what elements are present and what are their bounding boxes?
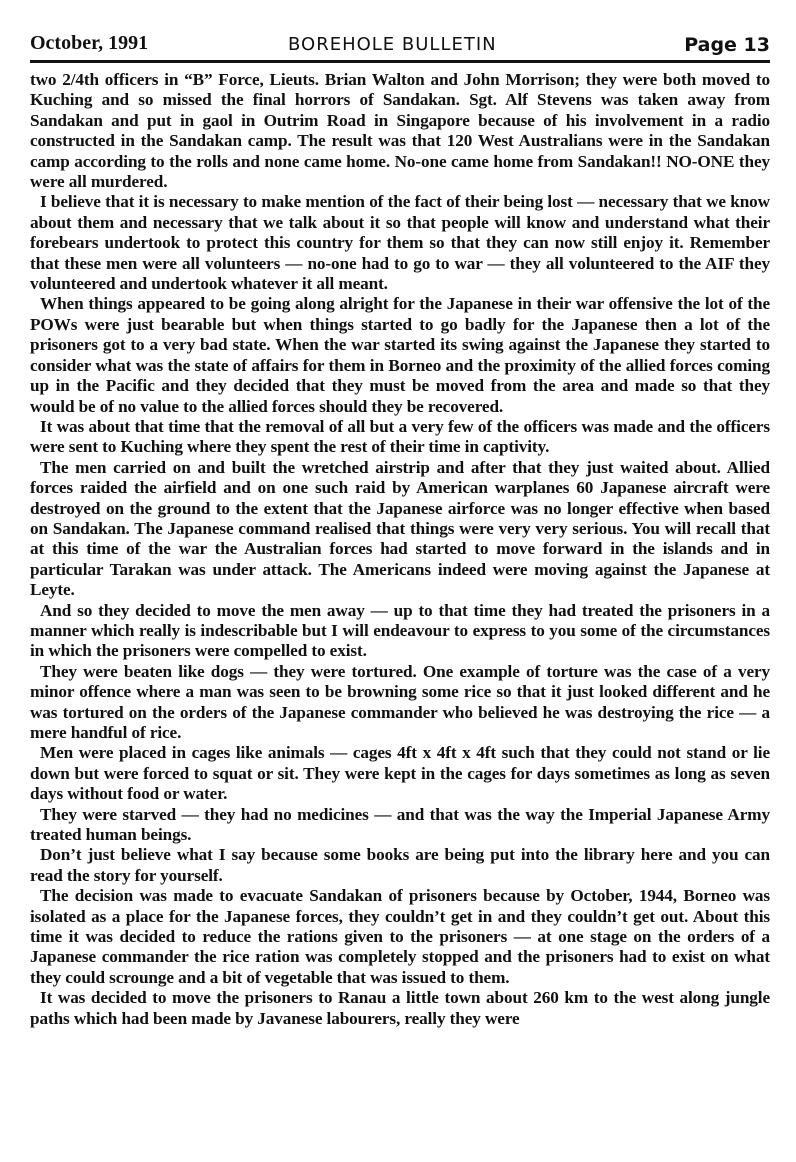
page-number: Page 13 [684, 34, 770, 56]
newsletter-title: BOREHOLE BULLETIN [288, 34, 497, 55]
paragraph: Men were placed in cages like animals — cages 4ft x 4ft x 4ft such that they could not stand or lie down but were forced to squat or sit. They were kept in the cages for days sometimes as long as seven days without food or water. [30, 743, 770, 804]
paragraph: When things appeared to be going along alright for the Japanese in their war offensive the lot of the POWs were just bearable but when things started to go badly for the Japanese then a lot of the prisoners got to a very bad state. When the war started its swing against the Japanese they started to consider what was the state of affairs for them in Borneo and the proximity of the allied forces coming up in the Pacific and they decided that they must be moved from the area and made so that they would be of no value to the allied forces should they be recovered. [30, 294, 770, 416]
paragraph: And so they decided to move the men away — up to that time they had treated the prisoners in a manner which really is indescribable but I will endeavour to express to you some of the circumstances in which the prisoners were compelled to exist. [30, 600, 770, 661]
paragraph-continued: two 2/4th officers in “B” Force, Lieuts. Brian Walton and John Morrison; they were both moved to Kuching and so missed the final horrors of Sandakan. Sgt. Alf Stevens was taken away from Sandakan and put in gaol in Outrim Road in Singapore because of his involvement in a radio constructed in the Sandakan camp. The result was that 120 West Australians were in the Sandakan camp according to the rolls and none came home. No-one came home from Sandakan!! NO-ONE they were all murdered. [30, 70, 770, 192]
paragraph: I believe that it is necessary to make mention of the fact of their being lost — necessary that we know about them and necessary that we talk about it so that people will know and understand what their forebears undertook to protect this country for them so that they can now still enjoy it. Remember that these men were all volunteers — no-one had to go to war — they all volunteered to the AIF they volunteered and undertook whatever it all meant. [30, 192, 770, 294]
paragraph: They were beaten like dogs — they were tortured. One example of torture was the case of a very minor offence where a man was seen to be browning some rice so that it just looked different and he was tortured on the orders of the Japanese commander who believed he was destroying the rice — a mere handful of rice. [30, 661, 770, 742]
page-header [30, 30, 772, 56]
paragraph: Don’t just believe what I say because some books are being put into the library here and you can read the story for yourself. [30, 845, 770, 885]
paragraph: The decision was made to evacuate Sandakan of prisoners because by October, 1944, Borneo was isolated as a place for the Japanese forces, they couldn’t get in and they couldn’t get out. About this time it was decided to reduce the rations given to the prisoners — at one stage on the orders of a Japanese commander the rice ration was completely stopped and the prisoners had to exist on what they could scrounge and a bit of vegetable that was issued to them. [30, 886, 770, 987]
paragraph: It was decided to move the prisoners to Ranau a little town about 260 km to the west along jungle paths which had been made by Javanese labourers, really they were [30, 988, 770, 1028]
issue-date: October, 1991 [30, 32, 149, 54]
paragraph: It was about that time that the removal of all but a very few of the officers was made and the officers were sent to Kuching where they spent the rest of their time in captivity. [30, 416, 770, 457]
paragraph: The men carried on and built the wretched airstrip and after that they just waited about. Allied forces raided the airfield and on one such raid by American warplanes 60 Japanese aircraft were destroyed on the ground to the extent that the Japanese airforce was no longer effective when based on Sandakan. The Japanese command realised that things were very very serious. You will recall that at this time of the war the Australian forces had started to move forward in the islands and in particular Tarakan was under attack. The Americans indeed were moving against the Japanese at Leyte. [30, 457, 770, 600]
paragraph: They were starved — they had no medicines — and that was the way the Imperial Japanese Army treated human beings. [30, 804, 770, 845]
header-divider [30, 60, 770, 63]
article-body [30, 70, 770, 1029]
